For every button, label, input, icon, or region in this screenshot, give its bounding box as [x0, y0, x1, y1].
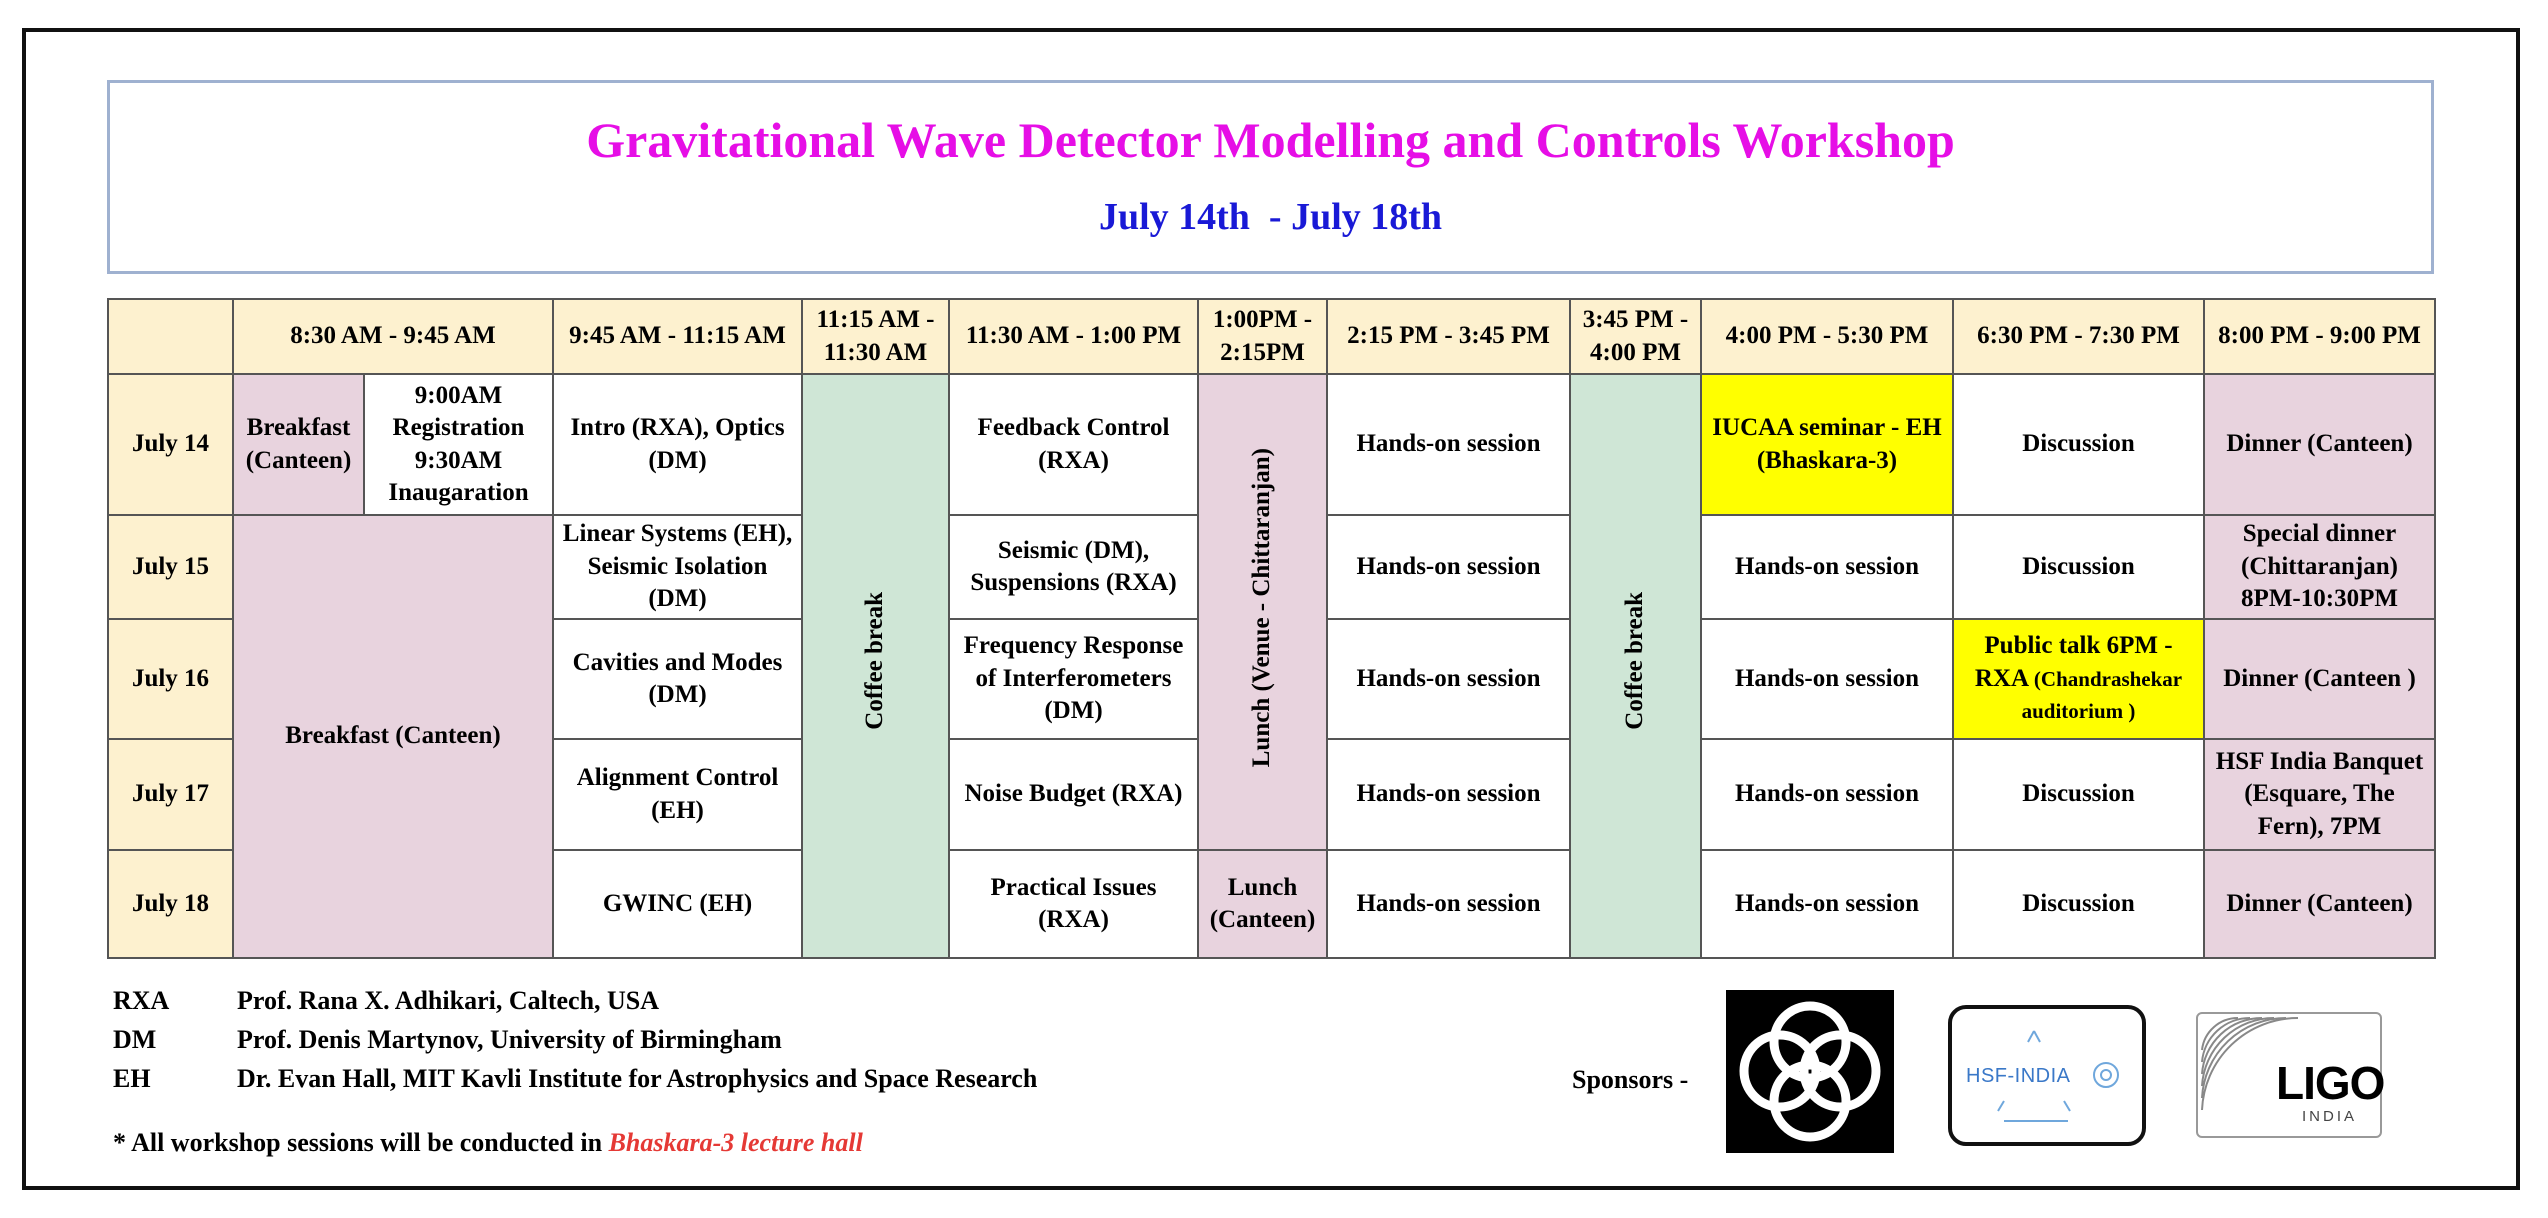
session-cell: Intro (RXA), Optics (DM)	[553, 374, 802, 515]
day-label: July 15	[108, 515, 233, 619]
venue-note-prefix: * All workshop sessions will be conducted in	[113, 1128, 609, 1157]
coffee-break-cell	[802, 374, 949, 958]
session-cell: Hands-on session	[1327, 515, 1570, 619]
discussion-cell: Discussion	[1953, 515, 2204, 619]
coffee-break-cell	[1570, 374, 1701, 958]
session-cell: Practical Issues (RXA)	[949, 850, 1198, 958]
header-slot: 9:45 AM - 11:15 AM	[553, 299, 802, 374]
legend-abbr: RXA	[113, 986, 170, 1015]
legend-name: Prof. Rana X. Adhikari, Caltech, USA	[237, 986, 660, 1015]
session-cell: Hands-on session	[1701, 515, 1953, 619]
legend-name: Dr. Evan Hall, MIT Kavli Institute for Astrophysics and Space Research	[237, 1064, 1038, 1093]
legend-abbr: EH	[113, 1064, 151, 1093]
header-corner	[108, 299, 233, 374]
header-slot: 8:30 AM - 9:45 AM	[233, 299, 553, 374]
lunch-cell	[1198, 374, 1327, 850]
session-cell: Alignment Control (EH)	[553, 739, 802, 850]
ligo-logo-subtext: INDIA	[2302, 1108, 2358, 1125]
dinner-cell: Dinner (Canteen )	[2204, 619, 2435, 739]
session-cell: Hands-on session	[1327, 850, 1570, 958]
registration-cell	[364, 374, 553, 515]
table-row	[108, 374, 2435, 515]
session-cell: Hands-on session	[1701, 739, 1953, 850]
session-cell: GWINC (EH)	[553, 850, 802, 958]
header-row	[108, 299, 2435, 374]
discussion-cell: Discussion	[1953, 739, 2204, 850]
registration-label: Registration	[392, 414, 525, 441]
public-talk-cell	[1953, 619, 2204, 739]
ligo-india-logo-icon	[2196, 1012, 2385, 1138]
lunch-cell: Lunch (Canteen)	[1198, 850, 1327, 958]
page-title: Gravitational Wave Detector Modelling and Controls Workshop	[586, 112, 1955, 168]
session-cell: Hands-on session	[1327, 619, 1570, 739]
dinner-cell: HSF India Banquet (Esquare, The Fern), 7PM	[2204, 739, 2435, 850]
session-cell: Hands-on session	[1327, 739, 1570, 850]
header-slot: 1:00PM - 2:15PM	[1198, 299, 1327, 374]
day-label: July 16	[108, 619, 233, 739]
dinner-cell: Dinner (Canteen)	[2204, 850, 2435, 958]
interlocked-rings-logo-icon	[1726, 990, 1894, 1153]
session-cell: Noise Budget (RXA)	[949, 739, 1198, 850]
header-slot: 11:30 AM - 1:00 PM	[949, 299, 1198, 374]
breakfast-place: (Canteen)	[245, 446, 352, 474]
session-cell: Hands-on session	[1701, 619, 1953, 739]
day-label: July 17	[108, 739, 233, 850]
session-cell: Feedback Control (RXA)	[949, 374, 1198, 515]
seminar-cell: IUCAA seminar - EH (Bhaskara-3)	[1701, 374, 1953, 515]
dinner-cell: Dinner (Canteen)	[2204, 374, 2435, 515]
date-range: July 14th - July 18th	[1098, 196, 1443, 238]
session-cell: Frequency Response of Interferometers (DM)	[949, 619, 1198, 739]
session-cell: Cavities and Modes (DM)	[553, 619, 802, 739]
day-label: July 18	[108, 850, 233, 958]
lunch-label: Lunch (Venue - Chittaranjan)	[1248, 447, 1276, 767]
sponsors-label: Sponsors -	[1572, 1065, 1689, 1094]
venue-note	[113, 1128, 863, 1158]
day-label: July 14	[108, 374, 233, 515]
inauguration-label: Inaugaration	[388, 479, 529, 506]
ligo-logo-text: LIGO	[2276, 1057, 2385, 1109]
header-slot: 3:45 PM - 4:00 PM	[1570, 299, 1701, 374]
breakfast-cell: Breakfast (Canteen)	[233, 515, 553, 958]
hsf-india-logo-text: HSF-INDIA	[1966, 1065, 2071, 1087]
breakfast-cell	[233, 374, 364, 515]
coffee-break-label: Coffee break	[1621, 592, 1649, 731]
public-talk-venue: (Chandrashekar auditorium )	[2021, 666, 2183, 724]
public-talk-label: Public talk 6PM - RXA	[1974, 632, 2173, 692]
discussion-cell: Discussion	[1953, 374, 2204, 515]
coffee-break-label: Coffee break	[861, 592, 889, 731]
breakfast-label: Breakfast	[246, 414, 351, 441]
dinner-cell: Special dinner (Chittaranjan) 8PM-10:30PM	[2204, 515, 2435, 619]
registration-time: 9:00AM	[414, 381, 503, 409]
title-banner	[107, 80, 2434, 274]
session-cell: Linear Systems (EH), Seismic Isolation (DM)	[553, 515, 802, 619]
legend-name: Prof. Denis Martynov, University of Birmingham	[237, 1025, 782, 1054]
legend-abbr: DM	[113, 1025, 157, 1054]
discussion-cell: Discussion	[1953, 850, 2204, 958]
header-slot: 8:00 PM - 9:00 PM	[2204, 299, 2435, 374]
header-slot: 2:15 PM - 3:45 PM	[1327, 299, 1570, 374]
session-cell: Hands-on session	[1701, 850, 1953, 958]
header-slot: 4:00 PM - 5:30 PM	[1701, 299, 1953, 374]
inauguration-time: 9:30AM	[414, 446, 503, 474]
header-slot: 6:30 PM - 7:30 PM	[1953, 299, 2204, 374]
venue-name: Bhaskara-3 lecture hall	[608, 1128, 863, 1157]
hsf-india-logo-icon	[1948, 1005, 2146, 1146]
schedule-table	[107, 298, 2436, 959]
session-cell: Hands-on session	[1327, 374, 1570, 515]
header-slot: 11:15 AM - 11:30 AM	[802, 299, 949, 374]
session-cell: Seismic (DM), Suspensions (RXA)	[949, 515, 1198, 619]
